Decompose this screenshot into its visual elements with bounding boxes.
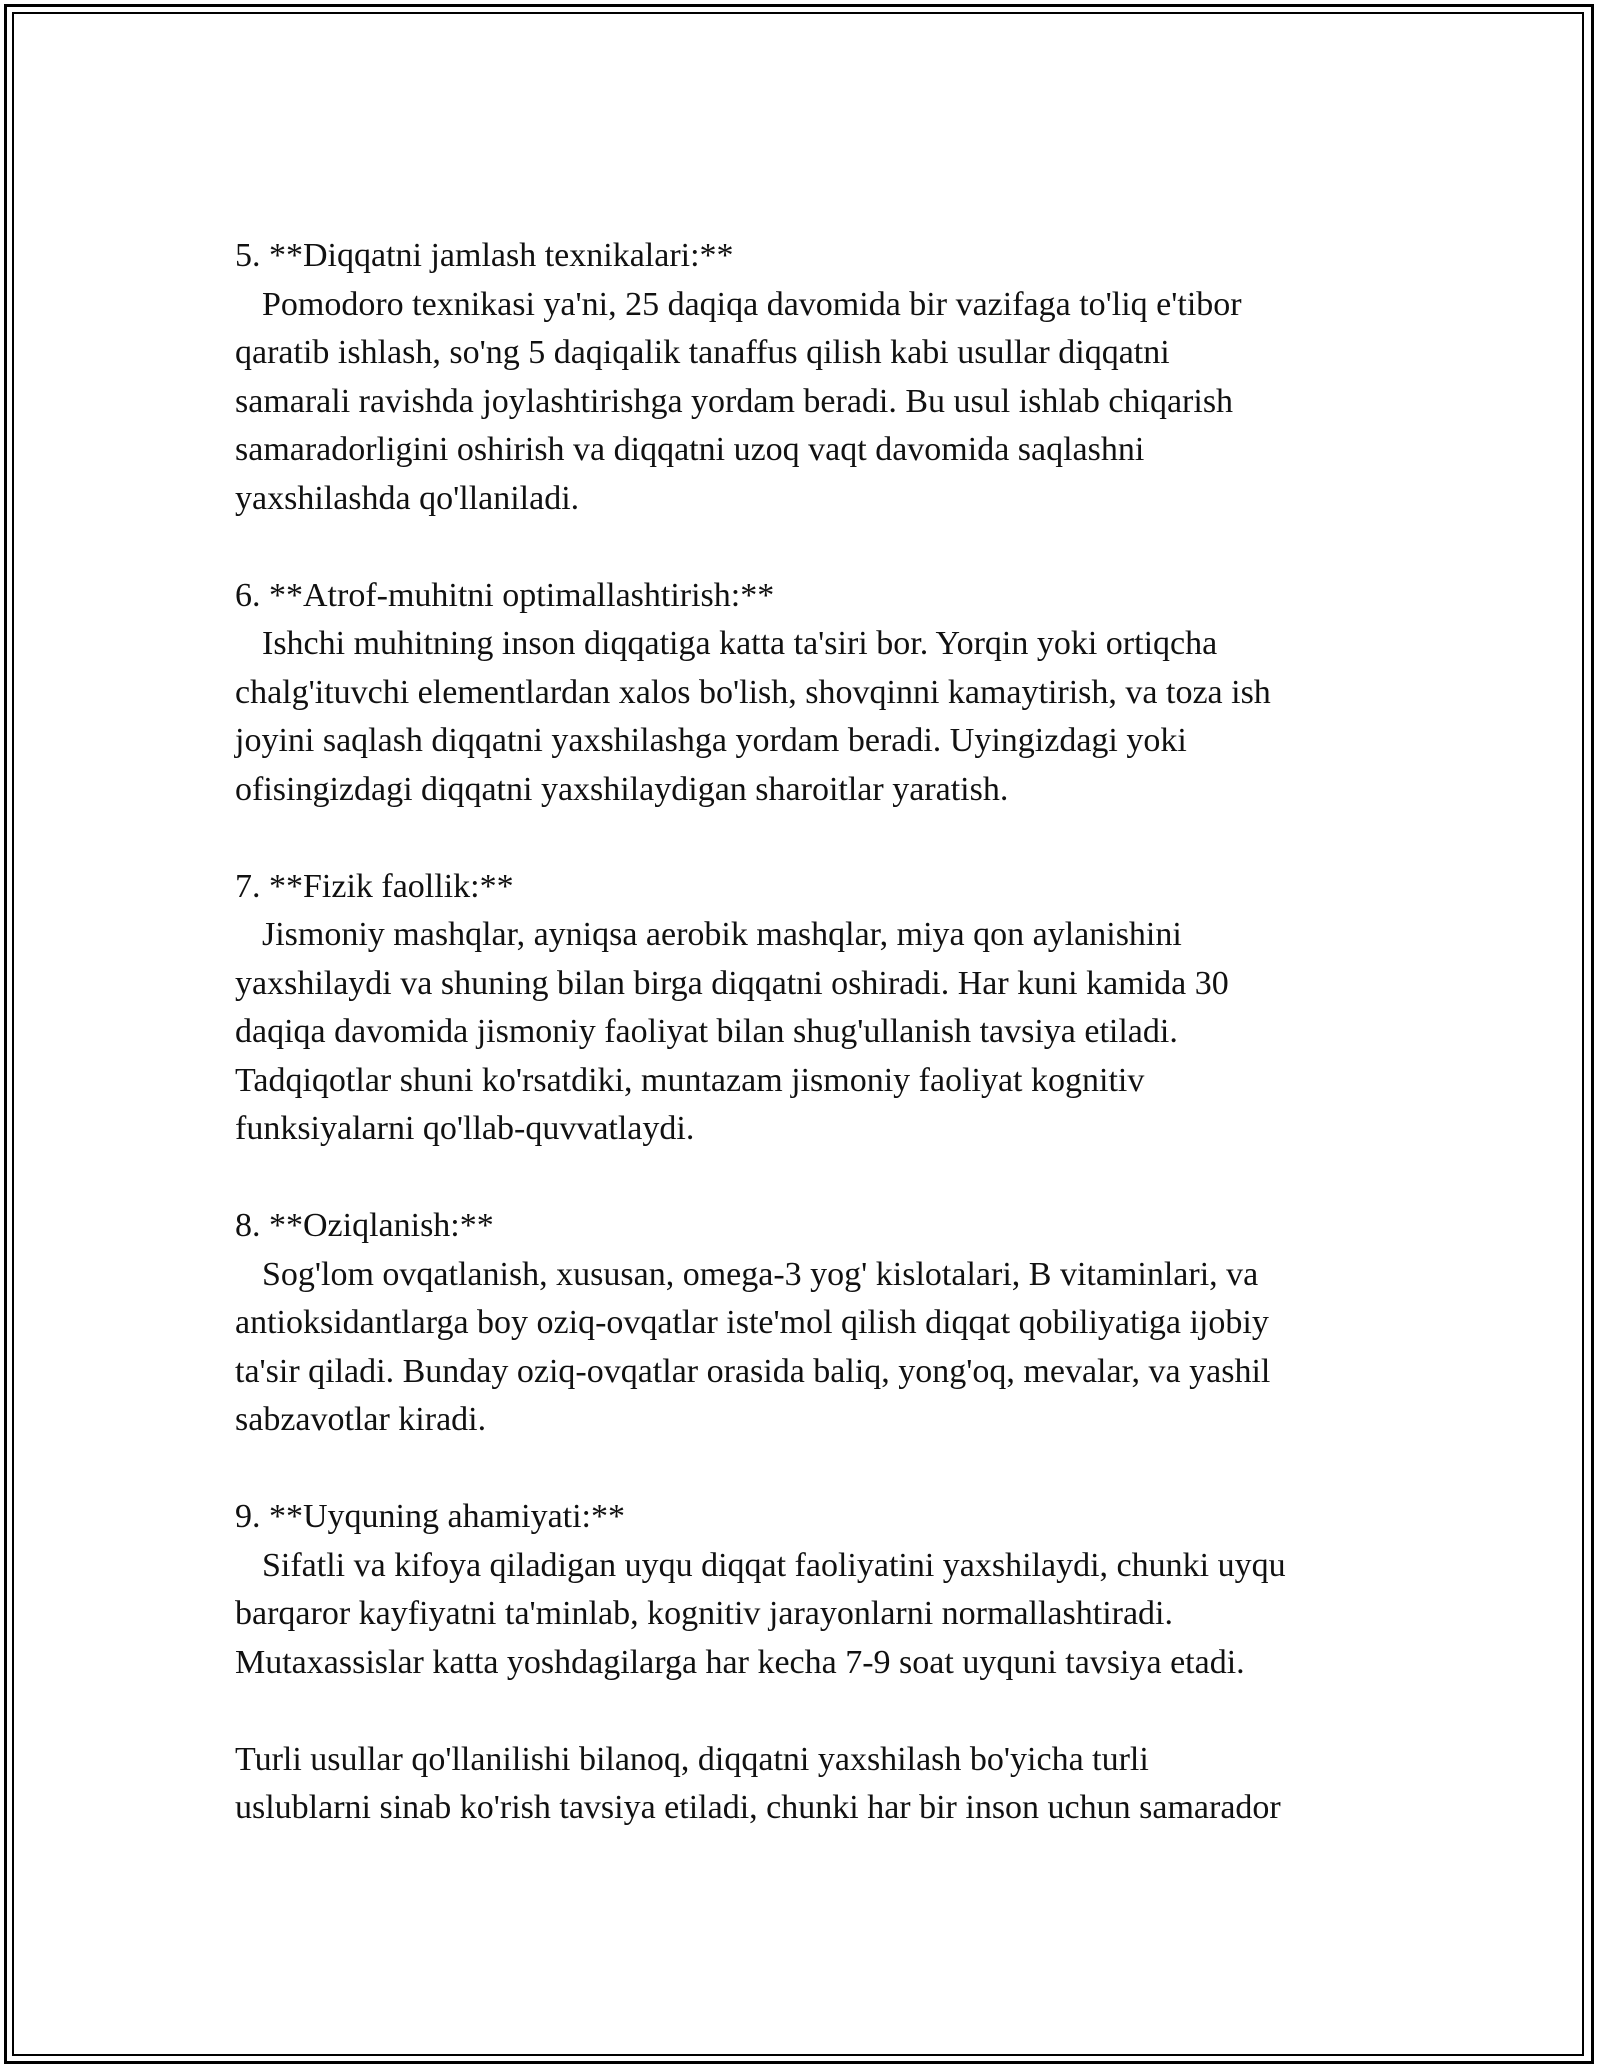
section-paragraph: [235, 1251, 1395, 1445]
paragraph-line: daqiqa davomida jismoniy faoliyat bilan shug'ullanish tavsiya etiladi.: [235, 1013, 1178, 1050]
paragraph-line: Turli usullar qo'llanilishi bilanoq, diqqatni yaxshilash bo'yicha turli: [235, 1740, 1149, 1778]
paragraph-line: joyini saqlash diqqatni yaxshilashga yordam beradi. Uyingizdagi yoki: [235, 722, 1187, 759]
section-paragraph: [235, 620, 1395, 814]
paragraph-line: Pomodoro texnikasi ya'ni, 25 daqiqa davomida bir vazifaga to'liq e'tibor: [262, 285, 1242, 323]
paragraph-line: samarali ravishda joylashtirishga yordam beradi. Bu usul ishlab chiqarish: [235, 382, 1234, 420]
section-heading: 7. **Fizik faollik:**: [235, 867, 514, 905]
closing-paragraph: [235, 1736, 1395, 1833]
paragraph-line: Mutaxassislar katta yoshdagilarga har kecha 7-9 soat uyquni tavsiya etadi.: [235, 1643, 1245, 1681]
paragraph-line: yaxshilashda qo'llaniladi.: [235, 479, 580, 517]
paragraph-line: chalg'ituvchi elementlardan xalos bo'lish, shovqinni kamaytirish, va toza ish: [235, 673, 1271, 711]
paragraph-line: Sifatli va kifoya qiladigan uyqu diqqat faoliyatini yaxshilaydi, chunki uyqu: [262, 1546, 1286, 1584]
paragraph-line: Ishchi muhitning inson diqqatiga katta ta'siri bor. Yorqin yoki ortiqcha: [262, 625, 1218, 662]
section-heading: 8. **Oziqlanish:**: [235, 1207, 494, 1244]
closing-text: [235, 1736, 1395, 1833]
paragraph-line: yaxshilaydi va shuning bilan birga diqqatni oshiradi. Har kuni kamida 30: [235, 964, 1229, 1002]
paragraph-line: ta'sir qiladi. Bunday oziq-ovqatlar orasida baliq, yong'oq, mevalar, va yashil: [235, 1352, 1271, 1390]
paragraph-line: antioksidantlarga boy oziq-ovqatlar iste'mol qilish diqqat qobiliyatiga ijobiy: [235, 1304, 1269, 1341]
section-physical-activity: [235, 863, 1395, 1154]
section-environment-optimization: [235, 572, 1395, 815]
paragraph-line: ofisingizdagi diqqatni yaxshilaydigan sharoitlar yaratish.: [235, 770, 1009, 808]
paragraph-line: Tadqiqotlar shuni ko'rsatdiki, muntazam jismoniy faoliyat kognitiv: [235, 1061, 1145, 1099]
section-nutrition: [235, 1202, 1395, 1445]
section-sleep-importance: [235, 1493, 1395, 1687]
section-heading: 6. **Atrof-muhitni optimallashtirish:**: [235, 576, 775, 614]
section-heading: 9. **Uyquning ahamiyati:**: [235, 1498, 626, 1535]
paragraph-line: Sog'lom ovqatlanish, xususan, omega-3 yog' kislotalari, B vitaminlari, va: [262, 1255, 1259, 1293]
paragraph-line: qaratib ishlash, so'ng 5 daqiqalik tanaffus qilish kabi usullar diqqatni: [235, 334, 1170, 371]
section-heading: 5. **Diqqatni jamlash texnikalari:**: [235, 237, 734, 274]
section-paragraph: [235, 281, 1395, 524]
paragraph-line: barqaror kayfiyatni ta'minlab, kognitiv jarayonlarni normallashtiradi.: [235, 1595, 1174, 1632]
section-paragraph: [235, 1542, 1395, 1688]
section-focus-techniques: [235, 232, 1395, 523]
paragraph-line: sabzavotlar kiradi.: [235, 1401, 487, 1438]
paragraph-line: Jismoniy mashqlar, ayniqsa aerobik mashqlar, miya qon aylanishini: [262, 916, 1182, 953]
section-paragraph: [235, 911, 1395, 1154]
document-body: [235, 232, 1395, 1881]
paragraph-line: uslublarni sinab ko'rish tavsiya etiladi, chunki har bir inson uchun samarador: [235, 1789, 1281, 1826]
paragraph-line: funksiyalarni qo'llab-quvvatlaydi.: [235, 1110, 695, 1147]
paragraph-line: samaradorligini oshirish va diqqatni uzoq vaqt davomida saqlashni: [235, 431, 1145, 468]
